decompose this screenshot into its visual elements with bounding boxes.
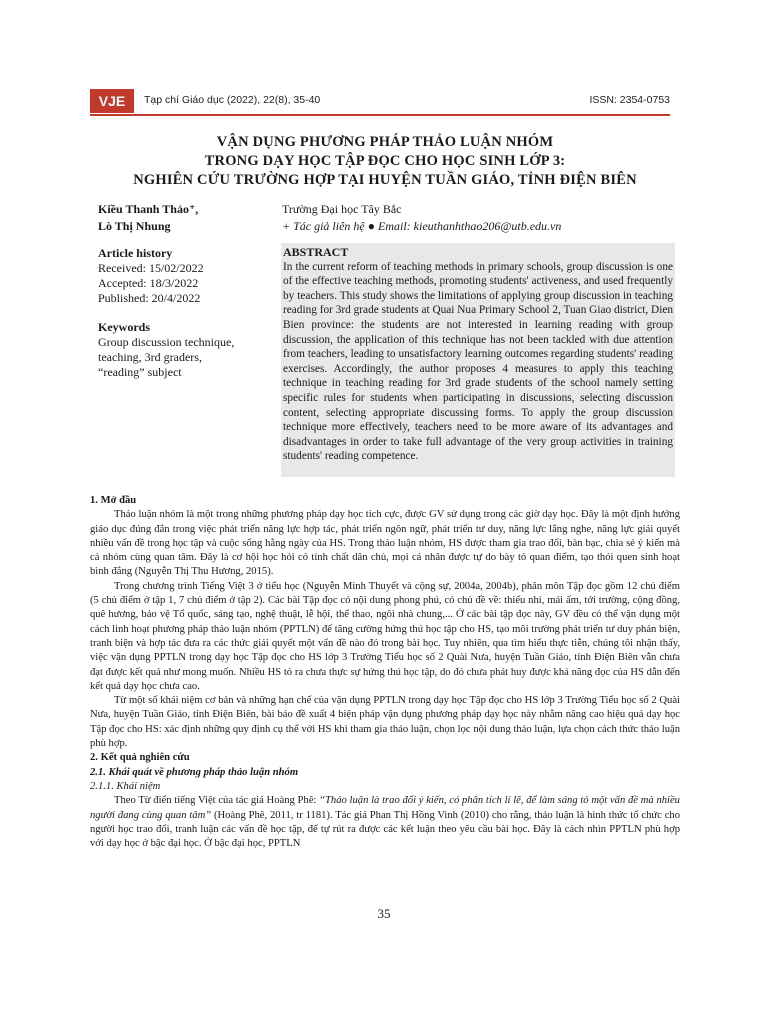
title-line-3: NGHIÊN CỨU TRƯỜNG HỢP TẠI HUYỆN TUẦN GIÁO, TỈNH ĐIỆN BIÊN (133, 172, 637, 188)
keywords-line-1: Group discussion technique, (98, 335, 235, 349)
abstract-heading: ABSTRACT (283, 245, 349, 259)
header-rule (90, 114, 670, 116)
title-line-1: VẬN DỤNG PHƯƠNG PHÁP THẢO LUẬN NHÓM (216, 134, 554, 150)
keywords-line-3: “reading” subject (98, 365, 182, 379)
affiliation (282, 201, 561, 235)
dictionary-quote: “Thảo luận là trao đổi ý kiến, có phân tích lí lẽ, để làm sáng tỏ một vấn đề mà nhiều người đang cùng quan tâm” (90, 795, 680, 821)
section-heading-2: 2. Kết quả nghiên cứu (90, 752, 190, 764)
article-body (90, 494, 680, 851)
subsubsection-heading-2-1-1: 2.1.1. Khái niệm (90, 780, 161, 792)
article-title (90, 133, 680, 190)
paragraph-2: Trong chương trình Tiếng Việt 3 ở tiểu học (Nguyễn Minh Thuyết và cộng sự, 2004a, 2004b), phân môn Tập đọc gồm 12 chủ điểm (5 chủ điểm ở tập 1, 7 chủ điểm ở tập 2). Các bài Tập đọc có nội dung phong phú, có chủ đề về: thiếu nhi, mái ấm, tới trường, cộng đồng, quê hương, bảo vệ Tổ quốc, sáng tạo, nghệ thuật, lễ hội, thể thao, ngôi nhà chung,... Ở các bài tập đọc này, GV đều có thể vận dụng một cách linh hoạt phương pháp thảo luận nhóm (PPTLN) để tăng cường hứng thú học tập cho HS, tạo môi trường phát triển tư duy phản biện, tranh biện và hợp tác đưa ra các thức giải quyết một vấn đề nào đó trong bài học. Tuy nhiên, qua tìm hiểu thực tiễn, chúng tôi nhận thấy, việc vận dụng PPTLN trong dạy học Tập đọc cho HS lớp 3 Trường Tiểu học số 2 Quài Nưa, huyện Tuần Giáo, tỉnh Điện Biên vẫn chưa đạt được kết quả như mong muốn. Nhiều HS tỏ ra chưa thực sự hứng thú học tập, do đó chưa phát huy được khả năng đọc của HS dẫn đến kết quả dạy học chưa cao. (90, 580, 680, 692)
keywords-heading: Keywords (98, 320, 150, 334)
published-date: Published: 20/4/2022 (98, 291, 201, 305)
section-heading-1: 1. Mở đầu (90, 495, 137, 506)
paragraph-1: Thảo luận nhóm là một trong những phương pháp dạy học tích cực, được GV sử dụng trong các giờ dạy học. Đây là một định hướng giáo dục đúng đắn trong việc phát triển năng lực hợp tác, phát triển ngôn ngữ, phát triển tư duy, năng lực lắng nghe, năng lực giải quyết nhiều vấn đề trong học tập và cuộc sống hằng ngày của HS. Trong thảo luận nhóm, HS được tham gia trao đổi, bàn bạc, chia sẻ ý kiến mà cả nhóm cùng quan tâm. Đây là cơ hội học hỏi có tính chất dân chủ, mọi cá nhân được tự do bày tỏ quan điểm, tạo thói quen sinh hoạt bình đẳng (Nguyễn Thị Thu Hương, 2015). (90, 509, 680, 578)
paragraph-4-rest: (Hoàng Phê, 2011, tr 1181). Tác giả Phan Thị Hồng Vinh (2010) cho rằng, thảo luận là hình thức tổ chức cho người học trao đổi, tranh luận các vấn đề học tập, để tự rút ra được các kết luận theo yêu cầu bài học. Đây là cách nhìn PPTLN phù hợp với dạy học ở bậc đại học. Ở bậc đại học, PPTLN (90, 809, 680, 850)
abstract-box (281, 243, 675, 477)
paragraph-3: Từ một số khái niệm cơ bản và những hạn chế của vận dụng PPTLN trong dạy học Tập đọc cho HS lớp 3 Trường Tiểu học số 2 Quài Nưa, huyện Tuần Giáo, tỉnh Điện Biên, bài báo đề xuất 4 biện pháp vận dụng phương pháp dạy học này nhằm nâng cao hiệu quả dạy học Tập đọc cho HS: xác định những quy định cụ thể với HS khi tham gia thảo luận, chọn lọc nội dung thảo luận, lựa chọn cách thức thảo luận phù hợp. (90, 695, 680, 750)
university: Trường Đại học Tây Bắc (282, 202, 402, 216)
issn: ISSN: 2354-0753 (589, 94, 670, 106)
subsection-heading-2-1: 2.1. Khái quát về phương pháp thảo luận nhóm (90, 766, 299, 778)
title-line-2: TRONG DẠY HỌC TẬP ĐỌC CHO HỌC SINH LỚP 3: (204, 153, 566, 169)
paragraph-4-intro: Theo Từ điển tiếng Việt của tác giả Hoàng Phê: (114, 795, 320, 807)
author-2: Lò Thị Nhung (98, 219, 171, 233)
author-1: Kiều Thanh Thảo⁺, (98, 202, 199, 216)
journal-badge: VJE (90, 89, 134, 113)
contact-email: + Tác giả liên hệ ● Email: kieuthanhthao206@utb.edu.vn (282, 219, 562, 233)
history-heading: Article history (98, 246, 173, 260)
page-number: 35 (377, 906, 391, 921)
received-date: Received: 15/02/2022 (98, 261, 204, 275)
accepted-date: Accepted: 18/3/2022 (98, 276, 199, 290)
journal-citation: Tạp chí Giáo dục (2022), 22(8), 35-40 (144, 94, 321, 106)
journal-header (90, 89, 670, 115)
authors (98, 201, 198, 235)
abstract-text: In the current reform of teaching methods in primary schools, group discussion is one of the effective teaching methods, promoting students' activeness, and used frequently by teachers. This study shows the limitations of applying group discussion in teaching reading for 3rd grade students at Quai Nua Primary School 2, Tuan Giao district, Dien Bien province: the students are not interested in learning reading with group discussion, the application of this technique has not been tackled with due attention from teachers, leading to unsatisfactory learning outcomes regarding students' reading exercises. Accordingly, the author proposes 4 measures to apply this teaching technique in teaching reading for 3rd grade students of the school namely setting specific rules for students when participating in discussions, selecting discussion content, selecting appropriate discussing forms. To apply the group discussion technique more effectively, teachers need to be more aware of its advantages and disadvantages in order to take full advantage of the very group activities in training students' reading competence. (283, 260, 673, 463)
keywords-line-2: teaching, 3rd graders, (98, 350, 202, 364)
article-sidebar (98, 246, 270, 380)
paragraph-4 (90, 794, 680, 851)
